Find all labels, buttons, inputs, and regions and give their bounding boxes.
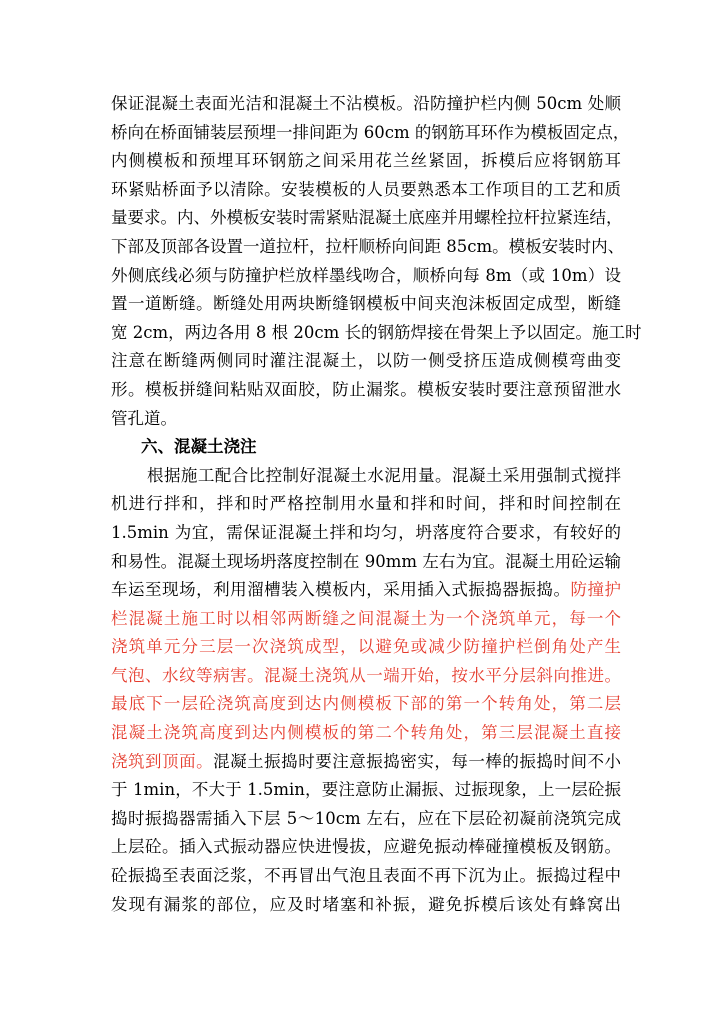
highlighted-text-line: 栏混凝土施工时以相邻两断缝之间混凝土为一个浇筑单元，每一个: [111, 608, 621, 628]
text-line: 保证混凝土表面光洁和混凝土不沾模板。沿防撞护栏内侧 50cm 处顺: [111, 94, 621, 113]
text-line: 于 1min，不大于 1.5min，要注意防止漏振、过振现象，上一层砼振: [111, 780, 621, 800]
text-line: 和易性。混凝土现场坍落度控制在 90mm 左右为宜。混凝土用砼运输: [111, 551, 621, 571]
text-line: 上层砼。插入式振动器应快进慢拔，应避免振动棒碰撞模板及钢筋。: [111, 837, 621, 857]
text-line: 下部及顶部各设置一道拉杆，拉杆顺桥向间距 85cm。模板安装时内、: [111, 236, 625, 256]
highlighted-text-run: 浇筑到顶面。: [111, 751, 214, 771]
text-line: 外侧底线必须与防撞护栏放样墨线吻合，顺桥向每 8m（或 10m）设: [111, 265, 621, 285]
section-heading: 六、混凝土浇注: [141, 437, 257, 457]
paragraph-concrete-pouring: [111, 462, 621, 920]
text-line: 砼振捣至表面泛浆，不再冒出气泡且表面不再下沉为止。振捣过程中: [111, 866, 621, 886]
text-line: 捣时振捣器需插入下层 5～10cm 左右，应在下层砼初凝前浇筑完成: [111, 808, 621, 828]
document-page: [111, 90, 642, 919]
highlighted-text-line: 浇筑单元分三层一次浇筑成型，以避免或减少防撞护栏倒角处产生: [111, 637, 621, 657]
text-line: 桥向在桥面铺装层预埋一排间距为 60cm 的钢筋耳环作为模板固定点，: [111, 122, 630, 142]
highlighted-text-run: 防撞护: [570, 580, 622, 600]
text-line: 宽 2cm，两边各用 8 根 20cm 长的钢筋焊接在骨架上予以固定。施工时: [111, 322, 642, 342]
text-line: 管孔道。: [111, 408, 177, 428]
text-line: 1.5min 为宜，需保证混凝土拌和均匀，坍落度符合要求，有较好的: [111, 522, 621, 542]
highlighted-text-line: 最底下一层砼浇筑高度到达内侧模板下部的第一个转角处，第二层: [111, 694, 621, 714]
text-line-mixed: [111, 748, 621, 777]
text-line: 形。模板拼缝间粘贴双面胶，防止漏浆。模板安装时要注意预留泄水: [111, 379, 621, 399]
text-line-mixed: [111, 576, 621, 605]
highlighted-text-line: 混凝土浇筑高度到达内侧模板的第二个转角处，第三层混凝土直接: [111, 723, 621, 743]
paragraph-formwork: [111, 90, 642, 433]
text-line: 发现有漏浆的部位，应及时堵塞和补振，避免拆模后该处有蜂窝出: [111, 894, 621, 914]
text-run: 车运至现场，利用溜槽装入模板内，采用插入式振捣器振捣。: [111, 580, 571, 600]
highlighted-text-line: 气泡、水纹等病害。混凝土浇筑从一端开始，按水平分层斜向推进。: [111, 665, 621, 685]
text-line: 置一道断缝。断缝处用两块断缝钢模板中间夹泡沫板固定成型，断缝: [111, 294, 621, 314]
text-line: 量要求。内、外模板安装时需紧贴混凝土底座并用螺栓拉杆拉紧连结，: [111, 208, 623, 228]
text-line: 根据施工配合比控制好混凝土水泥用量。混凝土采用强制式搅拌: [147, 465, 621, 485]
text-run: 混凝土振捣时要注意振捣密实，每一棒的振捣时间不小: [213, 751, 622, 771]
text-line: 注意在断缝两侧同时灌注混凝土，以防一侧受挤压造成侧模弯曲变: [111, 351, 621, 371]
text-line: 环紧贴桥面予以清除。安装模板的人员要熟悉本工作项目的工艺和质: [111, 179, 621, 199]
text-line: 内侧模板和预埋耳环钢筋之间采用花兰丝紧固，拆模后应将钢筋耳: [111, 151, 621, 171]
text-line: 机进行拌和，拌和时严格控制用水量和拌和时间，拌和时间控制在: [111, 494, 621, 514]
